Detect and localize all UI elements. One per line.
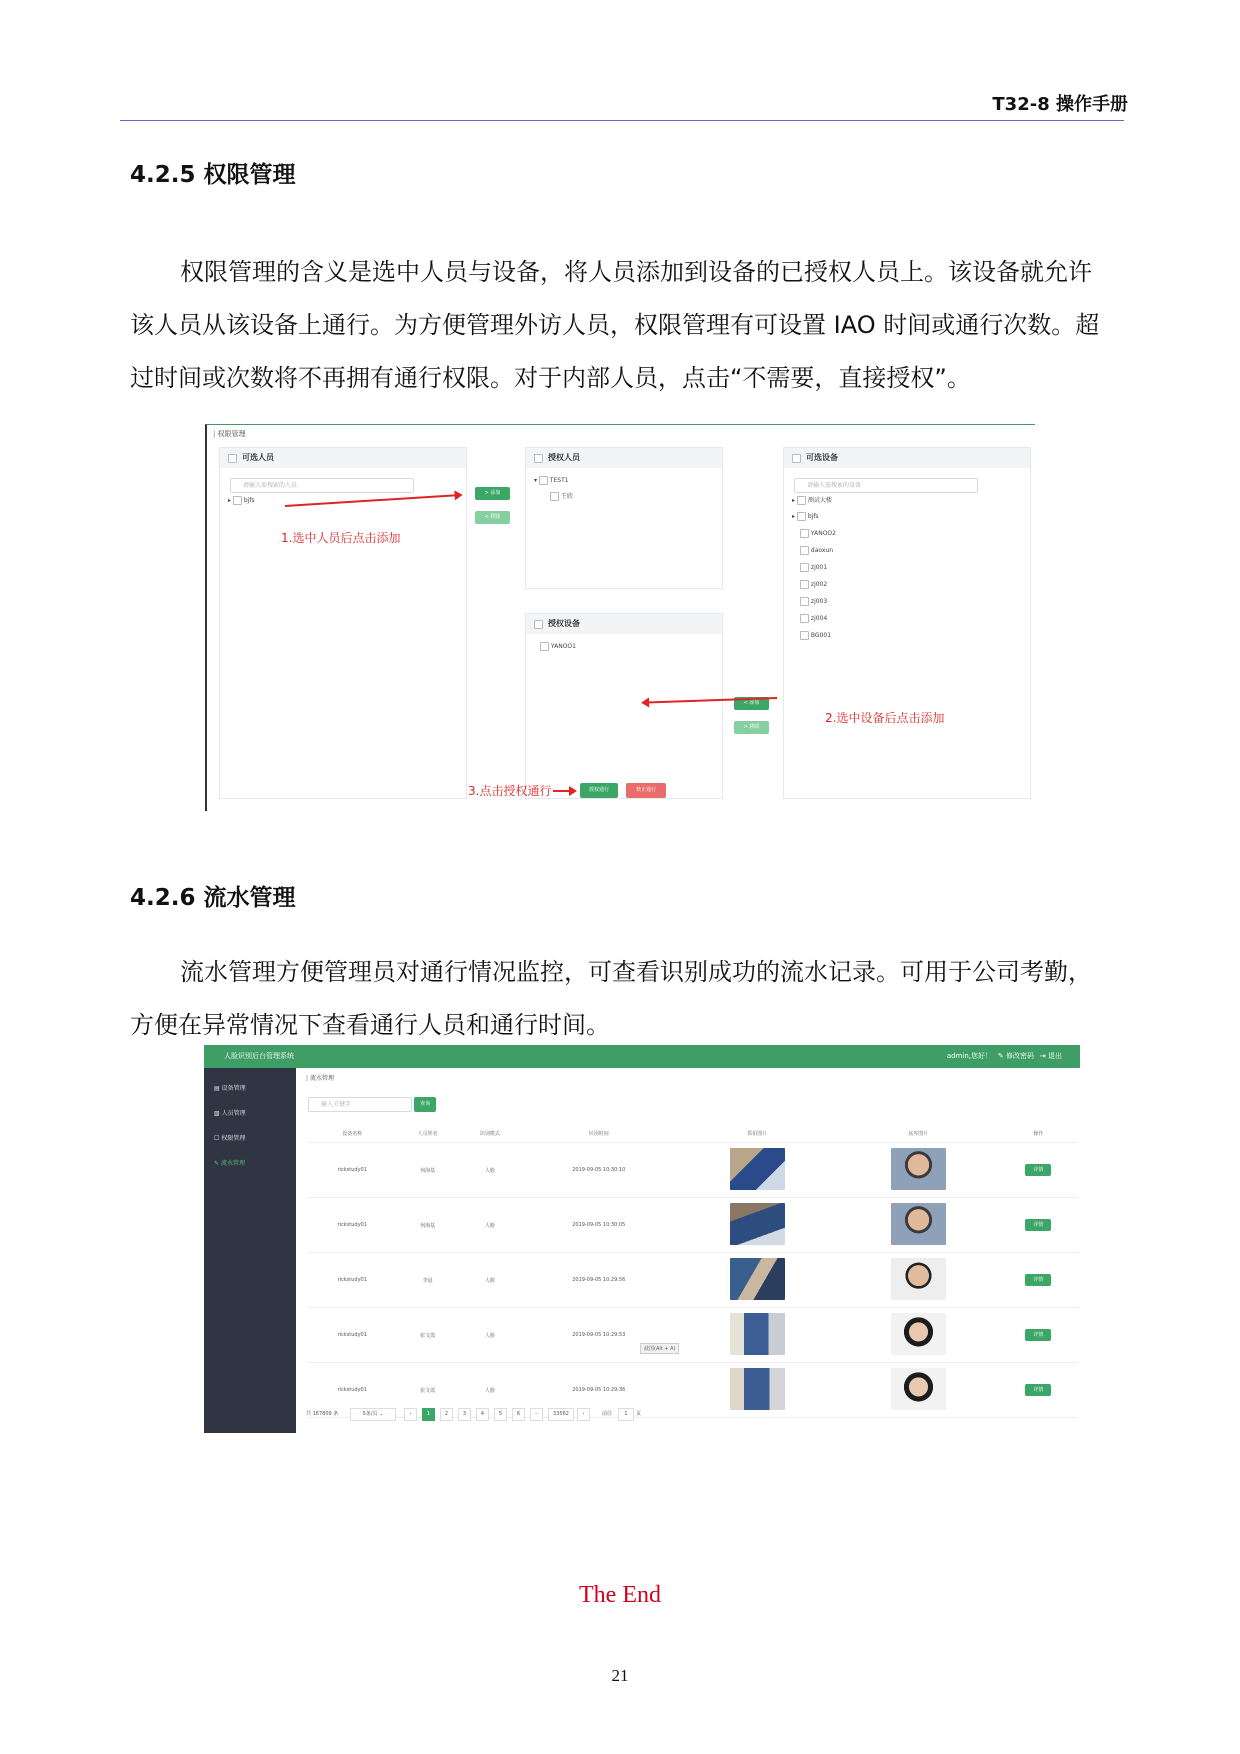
cell-name: 张文霞 (397, 1308, 459, 1363)
detail-button[interactable]: 详情 (1025, 1329, 1051, 1341)
capture-photo[interactable] (730, 1258, 785, 1300)
cell-base (838, 1363, 999, 1418)
section-paragraph-flow (130, 946, 1115, 1052)
cell-action (999, 1143, 1078, 1198)
cell-time: 2019-09-05 10:30:05 (521, 1198, 677, 1253)
add-device-button[interactable]: < 添加 (734, 697, 769, 710)
system-title: 人脸识别后台管理系统 (224, 1052, 294, 1060)
cell-mode: 人脸 (459, 1253, 521, 1308)
remove-device-button[interactable]: > 移除 (734, 721, 769, 734)
app-topbar (204, 1045, 1080, 1068)
table-header-row (308, 1124, 1078, 1143)
tree-item[interactable]: YANOO1 (540, 642, 576, 652)
panel-header: 可选人员 (220, 448, 466, 468)
capture-photo[interactable] (730, 1313, 785, 1355)
page-button[interactable]: 33562 (548, 1408, 574, 1421)
app-sidebar (204, 1068, 296, 1433)
authorized-people-panel (525, 447, 723, 589)
capture-photo[interactable] (730, 1203, 785, 1245)
column-header: 识别时间 (521, 1124, 677, 1143)
people-search-input[interactable]: 请输入需搜索的人员 (230, 478, 414, 493)
menu-permission[interactable]: ☐ 权限管理 (214, 1135, 246, 1142)
column-header: 抓拍图片 (677, 1124, 838, 1143)
column-header: 识别模式 (459, 1124, 521, 1143)
cell-device: rickstudy01 (308, 1308, 397, 1363)
detail-button[interactable]: 详情 (1025, 1219, 1051, 1231)
panel-header: 授权人员 (526, 448, 722, 468)
cell-mode: 人脸 (459, 1308, 521, 1363)
device-icon: ▤ (214, 1085, 220, 1092)
column-header: 操作 (999, 1124, 1078, 1143)
permission-screenshot (205, 424, 1035, 811)
page-button[interactable]: 6 (512, 1408, 525, 1421)
base-photo[interactable] (891, 1203, 946, 1245)
cell-action (999, 1253, 1078, 1308)
cell-device: rickstudy01 (308, 1198, 397, 1253)
tree-item[interactable]: YANOO2 (800, 529, 836, 539)
cell-device: rickstudy01 (308, 1143, 397, 1198)
page-button[interactable]: 2 (440, 1408, 453, 1421)
select-all-checkbox[interactable] (534, 620, 543, 629)
detail-button[interactable]: 详情 (1025, 1274, 1051, 1286)
checkbox[interactable] (800, 546, 809, 555)
tree-item[interactable]: zj001 (800, 563, 827, 573)
tree-item[interactable]: zj002 (800, 580, 827, 590)
annotation-step2: 2.选中设备后点击添加 (825, 711, 945, 725)
detail-button[interactable]: 详情 (1025, 1384, 1051, 1396)
select-all-checkbox[interactable] (534, 454, 543, 463)
section-heading-flow: 4.2.6 流水管理 (130, 885, 296, 911)
tree-item[interactable]: zj003 (800, 597, 827, 607)
select-all-checkbox[interactable] (792, 454, 801, 463)
cell-time: 2019-09-05 10:29:56 (521, 1253, 677, 1308)
base-photo[interactable] (891, 1148, 946, 1190)
checkbox[interactable] (800, 597, 809, 606)
document-title: T32-8 操作手册 (992, 94, 1128, 115)
screenshot-tooltip: 截图(Alt + A) (640, 1343, 679, 1354)
checkbox[interactable] (797, 512, 806, 521)
checkbox[interactable] (800, 614, 809, 623)
goto-label: 前往 (602, 1411, 613, 1417)
checkbox[interactable] (233, 496, 242, 505)
column-header: 底库图片 (838, 1124, 999, 1143)
checkbox[interactable] (800, 580, 809, 589)
capture-photo[interactable] (730, 1368, 785, 1410)
section-heading-permission: 4.2.5 权限管理 (130, 162, 296, 188)
tree-item[interactable]: BG001 (800, 631, 831, 641)
menu-flow[interactable]: ✎ 流水管理 (214, 1160, 245, 1167)
checkbox[interactable] (800, 631, 809, 640)
authorize-pass-button[interactable]: 授权通行 (580, 783, 618, 798)
user-greeting: admin,您好！ (946, 1052, 992, 1060)
tree-item[interactable]: ▾ TEST1 (534, 477, 569, 484)
next-page-button[interactable]: › (577, 1408, 590, 1421)
tree-item[interactable]: ▸ bjfs (792, 513, 819, 520)
tree-item[interactable]: ▸ bjfs (228, 497, 255, 504)
capture-photo[interactable] (730, 1148, 785, 1190)
cell-mode: 人脸 (459, 1143, 521, 1198)
page-button[interactable]: 4 (476, 1408, 489, 1421)
page-button[interactable]: 5 (494, 1408, 507, 1421)
checkbox[interactable] (800, 563, 809, 572)
keyword-search-input[interactable]: 输入关键字 (308, 1097, 412, 1112)
authorized-devices-panel (525, 613, 723, 799)
page-ellipsis[interactable]: ··· (530, 1408, 543, 1421)
cell-device: rickstudy01 (308, 1363, 397, 1418)
tree-item[interactable]: ▸ 测试大楼 (792, 497, 832, 504)
remove-people-button[interactable]: < 移除 (475, 511, 510, 524)
column-header: 人员姓名 (397, 1124, 459, 1143)
cell-name: 何海基 (397, 1143, 459, 1198)
flow-icon: ✎ (214, 1160, 220, 1167)
cell-device: rickstudy01 (308, 1253, 397, 1308)
cell-time: 2019-09-05 10:29:36 (521, 1363, 677, 1418)
menu-device[interactable]: ▤ 设备管理 (214, 1085, 246, 1092)
table-row (308, 1198, 1078, 1253)
cell-mode: 人脸 (459, 1198, 521, 1253)
arrow-annotation-3 (553, 790, 575, 792)
the-end: The End (579, 1582, 661, 1608)
cell-name: 张文霞 (397, 1363, 459, 1418)
page-button[interactable]: 1 (422, 1408, 435, 1421)
cell-capture (677, 1363, 838, 1418)
cell-capture (677, 1198, 838, 1253)
screenshot-page-title: | 权限管理 (213, 430, 246, 438)
flow-table (308, 1124, 1078, 1418)
panel-header: 授权设备 (526, 614, 722, 634)
total-count: 共 167809 条 (306, 1411, 339, 1417)
people-icon: ▧ (214, 1110, 220, 1117)
page-size-select[interactable]: 5条/页 ⌄ (350, 1408, 396, 1421)
tree-item[interactable]: 王欣 (550, 492, 573, 502)
checkbox[interactable] (540, 642, 549, 651)
base-photo[interactable] (891, 1368, 946, 1410)
checkbox[interactable] (797, 496, 806, 505)
cell-action (999, 1198, 1078, 1253)
paragraph-text: 流水管理方便管理员对通行情况监控，可查看识别成功的流水记录。可用于公司考勤，方便在异常情况下查看通行人员和通行时间。 (130, 958, 1092, 1039)
checkbox[interactable] (800, 529, 809, 538)
table-row (308, 1308, 1078, 1363)
cell-capture (677, 1308, 838, 1363)
tree-item[interactable]: daoxun (800, 546, 833, 556)
checkbox[interactable] (539, 476, 548, 485)
page-title: | 流水管理 (306, 1075, 334, 1082)
cell-capture (677, 1143, 838, 1198)
column-header: 设备名称 (308, 1124, 397, 1143)
prev-page-button[interactable]: ‹ (404, 1408, 417, 1421)
query-button[interactable]: 查询 (414, 1097, 436, 1112)
menu-people[interactable]: ▧ 人员管理 (214, 1110, 246, 1117)
device-search-input[interactable]: 请输入需搜索的设备 (794, 478, 978, 493)
cell-base (838, 1198, 999, 1253)
selectable-people-panel (219, 447, 467, 799)
base-photo[interactable] (891, 1313, 946, 1355)
cell-name: 李晨 (397, 1253, 459, 1308)
page-button[interactable]: 3 (458, 1408, 471, 1421)
detail-button[interactable]: 详情 (1025, 1164, 1051, 1176)
cell-time: 2019-09-05 10:29:53 (521, 1308, 677, 1363)
header-divider (120, 120, 1124, 121)
cell-capture (677, 1253, 838, 1308)
page-number: 21 (611, 1666, 629, 1685)
logout-link[interactable]: ⇥ 退出 (1039, 1052, 1062, 1060)
cell-action (999, 1308, 1078, 1363)
cell-base (838, 1253, 999, 1308)
goto-unit: 页 (636, 1411, 642, 1417)
goto-page-input[interactable]: 1 (618, 1408, 634, 1421)
paragraph-text: 权限管理的含义是选中人员与设备，将人员添加到设备的已授权人员上。该设备就允许该人员从该设备上通行。为方便管理外访人员，权限管理有可设置 IAO 时间或通行次数。超过时间或次数将不再拥有通行权限。对于内部人员，点击“不需要，直接授权”。 (130, 258, 1100, 392)
selectable-devices-panel (783, 447, 1031, 799)
base-photo[interactable] (891, 1258, 946, 1300)
change-password-link[interactable]: ✎ 修改密码 (997, 1052, 1034, 1060)
cell-mode: 人脸 (459, 1363, 521, 1418)
annotation-step3: 3.点击授权通行 (468, 784, 552, 798)
cell-base (838, 1308, 999, 1363)
tree-item[interactable]: zj004 (800, 614, 827, 624)
select-all-checkbox[interactable] (228, 454, 237, 463)
cell-time: 2019-09-05 10:30:10 (521, 1143, 677, 1198)
cell-base (838, 1143, 999, 1198)
checkbox[interactable] (550, 492, 559, 501)
cell-name: 何海基 (397, 1198, 459, 1253)
add-people-button[interactable]: > 添加 (475, 487, 510, 500)
flow-management-screenshot (204, 1045, 1080, 1433)
cell-action (999, 1363, 1078, 1418)
permission-icon: ☐ (214, 1135, 220, 1142)
table-row (308, 1143, 1078, 1198)
panel-header: 可选设备 (784, 448, 1030, 468)
forbid-pass-button[interactable]: 禁止通行 (626, 783, 666, 798)
table-row (308, 1253, 1078, 1308)
section-paragraph-permission (130, 246, 1115, 405)
annotation-step1: 1.选中人员后点击添加 (281, 531, 401, 545)
